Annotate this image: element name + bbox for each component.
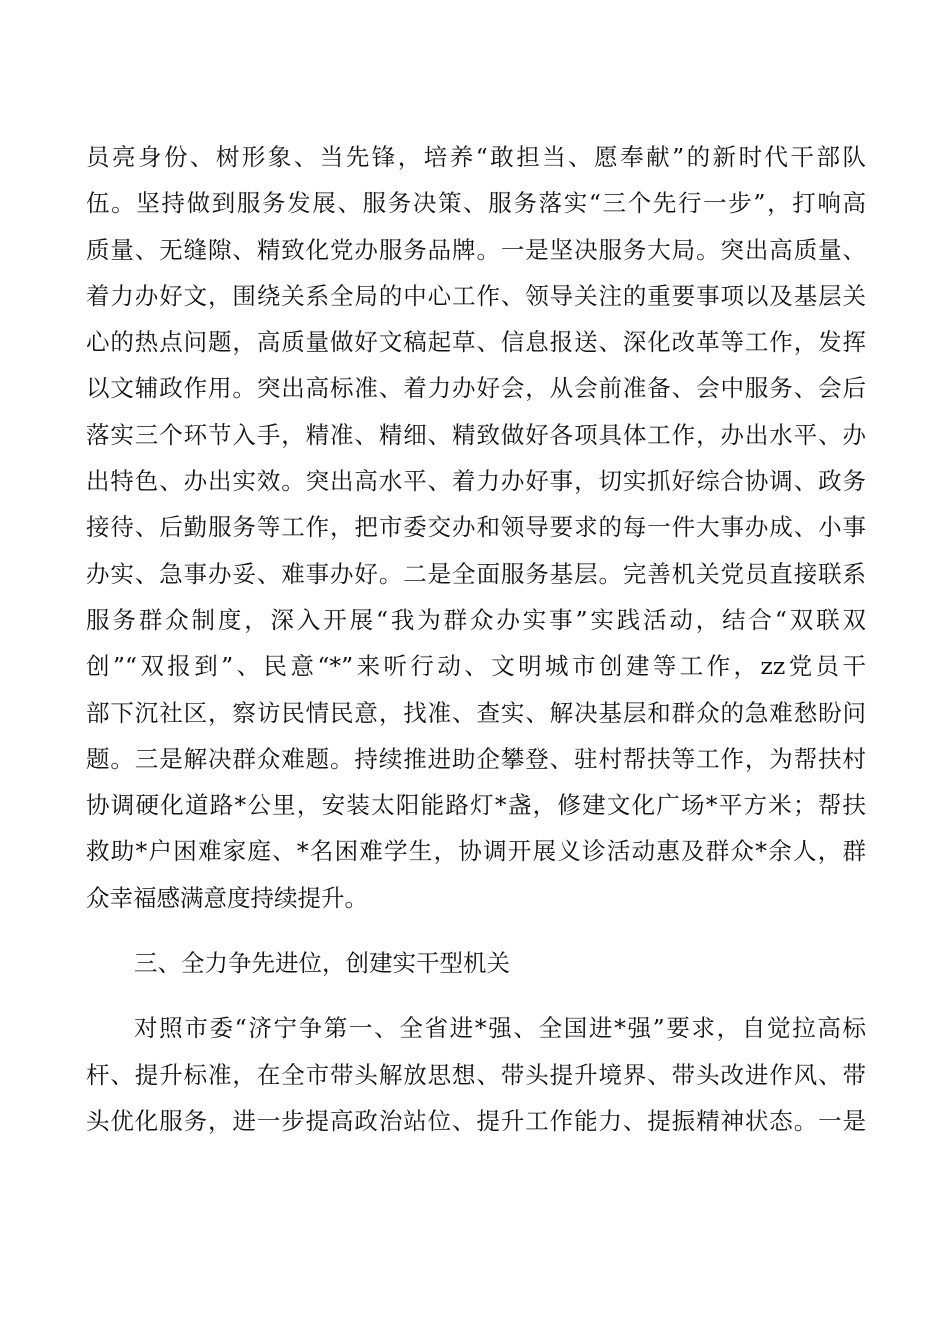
text-line: 办实、急事办妥、难事办好。二是全面服务基层。完善机关党员直接联系	[86, 559, 866, 588]
text-line: 服务群众制度，深入开展“我为群众办实事”实践活动，结合“双联双	[86, 605, 866, 634]
paragraph-benchmark	[86, 1005, 866, 1144]
text-line: 以文辅政作用。突出高标准、着力办好会，从会前准备、会中服务、会后	[86, 374, 866, 403]
text-line: 着力办好文，围绕关系全局的中心工作、领导关注的重要事项以及基层关	[86, 281, 866, 310]
text-line: 落实三个环节入手，精准、精细、精致做好各项具体工作，办出水平、办	[86, 420, 866, 449]
text-line: 创”“双报到”、民意“*”来听行动、文明城市创建等工作，zz党员干	[86, 652, 866, 681]
text-line: 伍。坚持做到服务发展、服务决策、服务落实“三个先行一步”，打响高	[86, 189, 866, 218]
text-line: 接待、后勤服务等工作，把市委交办和领导要求的每一件大事办成、小事	[86, 513, 866, 542]
text-line: 题。三是解决群众难题。持续推进助企攀登、驻村帮扶等工作，为帮扶村	[86, 744, 866, 773]
document-body	[86, 134, 866, 1144]
text-line: 部下沉社区，察访民情民意，找准、查实、解决基层和群众的急难愁盼问	[86, 698, 866, 727]
section-heading: 三、全力争先进位，创建实干型机关	[134, 949, 510, 978]
text-line: 救助*户困难家庭、*名困难学生，协调开展义诊活动惠及群众*余人，群	[86, 837, 866, 866]
text-line: 对照市委“济宁争第一、全省进*强、全国进*强”要求，自觉拉高标	[134, 1014, 866, 1043]
paragraph-spacer	[86, 986, 866, 1005]
text-line: 员亮身份、树形象、当先锋，培养“敢担当、愿奉献”的新时代干部队	[86, 143, 866, 171]
paragraph-spacer	[86, 921, 866, 940]
text-line: 头优化服务，进一步提高政治站位、提升工作能力、提振精神状态。一是	[86, 1106, 866, 1135]
paragraph-service	[86, 134, 866, 921]
text-line: 质量、无缝隙、精致化党办服务品牌。一是坚决服务大局。突出高质量、	[86, 235, 866, 264]
text-line: 杆、提升标准，在全市带头解放思想、带头提升境界、带头改进作风、带	[86, 1060, 866, 1089]
text-line: 众幸福感满意度持续提升。	[86, 883, 368, 912]
text-line: 出特色、办出实效。突出高水平、着力办好事，切实抓好综合协调、政务	[86, 467, 866, 496]
text-line: 协调硬化道路*公里，安装太阳能路灯*盏，修建文化广场*平方米；帮扶	[86, 791, 866, 820]
text-line: 心的热点问题，高质量做好文稿起草、信息报送、深化改革等工作，发挥	[86, 328, 866, 357]
